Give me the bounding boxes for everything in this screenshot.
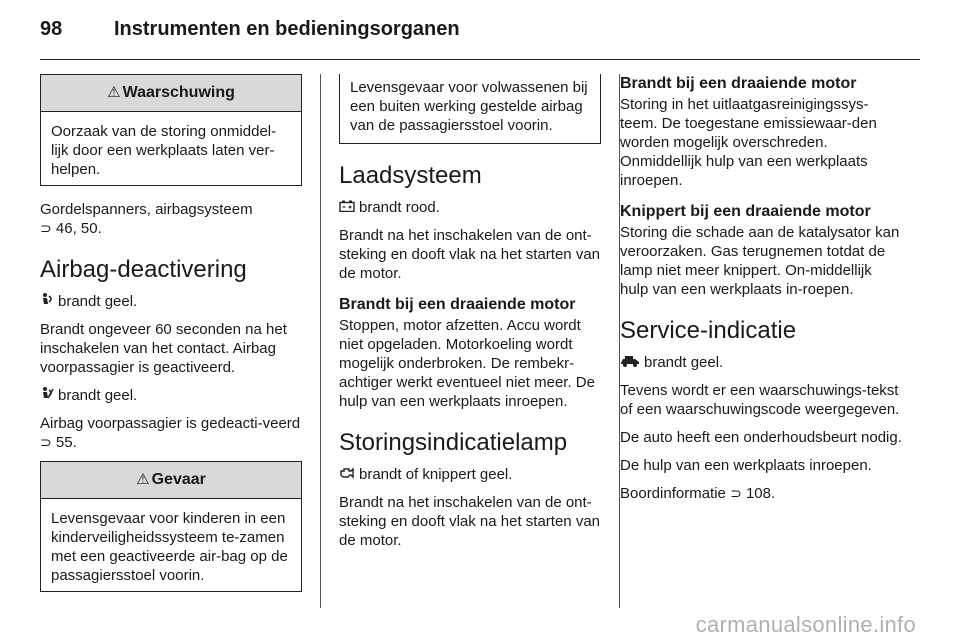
column-3 [620, 74, 902, 512]
header-divider [40, 59, 920, 60]
column-1 [40, 74, 302, 606]
service-status: brandt geel. [620, 353, 902, 372]
airbag-heading: Airbag-deactivering [40, 256, 247, 283]
page-header [40, 18, 460, 41]
ref-arrow-icon: ⊃ [40, 434, 52, 450]
service-heading: Service-indicatie [620, 317, 797, 344]
danger-box-text: Levensgevaar voor kinderen in een kinderveiligheidssysteem te-zamen met een geactiveerde air-bag op de passagiersstoel voorin. [51, 510, 288, 584]
warning-box-title: ⚠ Waarschuwing [41, 75, 301, 112]
storing-subheading-2: Knippert bij een draaiende motor [620, 203, 871, 220]
airbag-status-2: brandt geel. [40, 386, 302, 405]
service-paragraph-4: Boordinformatie ⊃ 108. [620, 485, 776, 502]
page-title: Instrumenten en bedieningsorganen [114, 18, 460, 40]
airbag-paragraph-1: Brandt ongeveer 60 seconden na het inschakelen van het contact. Airbag voorpassagier is geactiveerd. [40, 321, 287, 376]
storing-status: brandt of knippert geel. [339, 465, 601, 484]
ref-arrow-icon: ⊃ [40, 220, 52, 236]
warning-triangle-icon: ⚠ [136, 471, 150, 488]
refs-pages: 46, 50. [55, 220, 102, 237]
ref-arrow-icon: ⊃ [730, 485, 742, 501]
watermark: carmanualsonline.info [695, 612, 916, 637]
danger-box-continued-text: Levensgevaar voor volwassenen bij een buiten werking gestelde airbag van de passagiersstoel voorin. [350, 79, 588, 134]
airbag-paragraph-2: Airbag voorpassagier is gedeacti-veerd ⊃ 55. [40, 415, 301, 451]
laadsysteem-heading: Laadsysteem [339, 162, 482, 189]
service-paragraph-2: De auto heeft een onderhoudsbeurt nodig. [620, 429, 902, 446]
storingsindicatielamp-heading: Storingsindicatielamp [339, 429, 568, 456]
service-car-icon [620, 353, 640, 372]
service-paragraph-1: Tevens wordt er een waarschuwings-tekst of een waarschuwingscode weergegeven. [620, 382, 900, 418]
laadsysteem-status: brandt rood. [339, 198, 601, 217]
warning-box-text: Oorzaak van de storing onmiddel-lijk door een werkplaats laten ver-helpen. [51, 123, 277, 178]
page-number: 98 [40, 18, 63, 40]
danger-box-continued [339, 74, 601, 144]
warning-triangle-icon: ⚠ [107, 84, 121, 101]
danger-box [40, 461, 302, 592]
airbag-status-1: brandt geel. [40, 292, 302, 311]
column-divider-1 [320, 74, 321, 608]
storing-paragraph-2: Storing in het uitlaatgasreinigingssys-teem. De toegestane emissiewaar-den worden mogelijk overschreden. Onmiddellijk hulp van een werkplaats inroepen. [620, 96, 877, 189]
service-paragraph-3: De hulp van een werkplaats inroepen. [620, 457, 872, 474]
laadsysteem-paragraph-1: Brandt na het inschakelen van de ont-steking en dooft vlak na het starten van de motor. [339, 227, 600, 282]
laadsysteem-subheading: Brandt bij een draaiende motor [339, 296, 576, 313]
danger-box-title: ⚠ Gevaar [41, 462, 301, 499]
warning-box [40, 74, 302, 186]
column-2 [339, 74, 601, 559]
laadsysteem-paragraph-2: Stoppen, motor afzetten. Accu wordt niet opgeladen. Motorkoeling wordt mogelijk onderbroken. De rembekr-achtiger werkt eventueel niet meer. De hulp van een werkplaats inroepen. [339, 317, 595, 410]
engine-icon [339, 465, 355, 484]
storing-subheading-1: Brandt bij een draaiende motor [620, 75, 857, 92]
storing-paragraph-3: Storing die schade aan de katalysator kan veroorzaken. Gas terugnemen totdat de lamp niet meer knippert. On-middellijk hulp van een werkplaats in-roepen. [620, 224, 900, 298]
battery-icon [339, 198, 355, 217]
airbag-off-icon [40, 386, 54, 405]
airbag-on-icon [40, 292, 54, 311]
storing-paragraph-1: Brandt na het inschakelen van de ont-steking en dooft vlak na het starten van de motor. [339, 494, 600, 549]
refs-paragraph: Gordelspanners, airbagsysteem ⊃ 46, 50. [40, 201, 253, 237]
